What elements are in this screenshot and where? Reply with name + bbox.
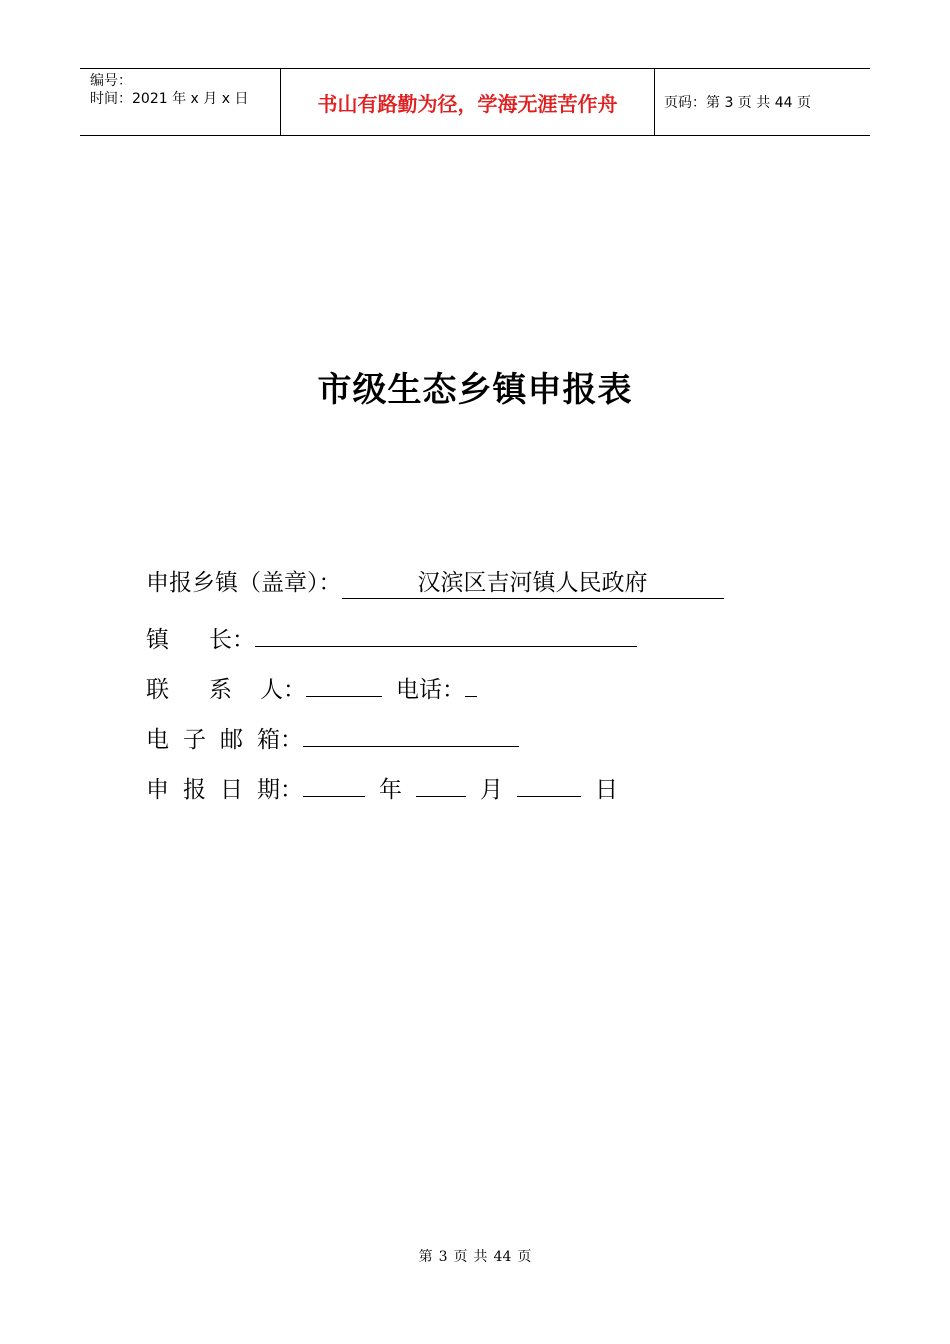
footer-total-unit: 页: [517, 1249, 532, 1265]
mayor-field[interactable]: [255, 616, 637, 647]
month-field[interactable]: [416, 766, 466, 797]
day-field[interactable]: [517, 766, 581, 797]
township-label: 申报乡镇（盖章）：: [146, 570, 342, 596]
date-label-part1: 申: [146, 777, 169, 803]
township-row: [146, 566, 724, 600]
footer-total-prefix: 共: [473, 1249, 488, 1265]
header-meta: [80, 69, 281, 135]
contact-row: [146, 666, 477, 703]
date-label-part2: 报: [183, 777, 206, 803]
phone-label: 电话：: [396, 677, 465, 703]
phone-field[interactable]: [465, 666, 477, 697]
header-page-info: 页码：第 3 页 共 44 页: [664, 95, 811, 111]
email-label-part1: 电: [146, 727, 169, 753]
footer-page-number: 3: [438, 1249, 448, 1265]
header-time-label: 时间：2021 年 x 月 x 日: [90, 91, 249, 107]
email-row: [146, 716, 519, 753]
page-footer: [0, 1246, 950, 1266]
township-value: 汉滨区吉河镇人民政府: [417, 570, 648, 596]
footer-page-unit: 页: [453, 1249, 468, 1265]
mayor-label-part2: 长：: [209, 627, 255, 653]
email-label-part4: 箱：: [257, 727, 303, 753]
footer-page-prefix: 第: [418, 1249, 433, 1265]
mayor-row: [146, 616, 637, 653]
email-label-part3: 邮: [220, 727, 243, 753]
township-field[interactable]: [342, 568, 724, 599]
contact-label-part2: 系: [209, 677, 232, 703]
header-motto: 书山有路勤为径，学海无涯苦作舟: [281, 69, 655, 135]
contact-label-part3: 人：: [260, 677, 306, 703]
page-header: [80, 68, 870, 136]
mayor-label-part1: 镇: [146, 627, 169, 653]
day-label: 日: [595, 777, 618, 803]
footer-total-pages: 44: [493, 1249, 512, 1265]
document-title: 市级生态乡镇申报表: [317, 370, 633, 410]
year-label: 年: [379, 777, 402, 803]
header-number-label: 编号：: [90, 73, 132, 89]
date-row: [146, 766, 618, 803]
contact-label-part1: 联: [146, 677, 169, 703]
email-field[interactable]: [303, 716, 519, 747]
year-field[interactable]: [303, 766, 365, 797]
contact-field[interactable]: [306, 666, 382, 697]
email-label-part2: 子: [183, 727, 206, 753]
month-label: 月: [480, 777, 503, 803]
date-label-part4: 期：: [257, 777, 303, 803]
date-label-part3: 日: [220, 777, 243, 803]
